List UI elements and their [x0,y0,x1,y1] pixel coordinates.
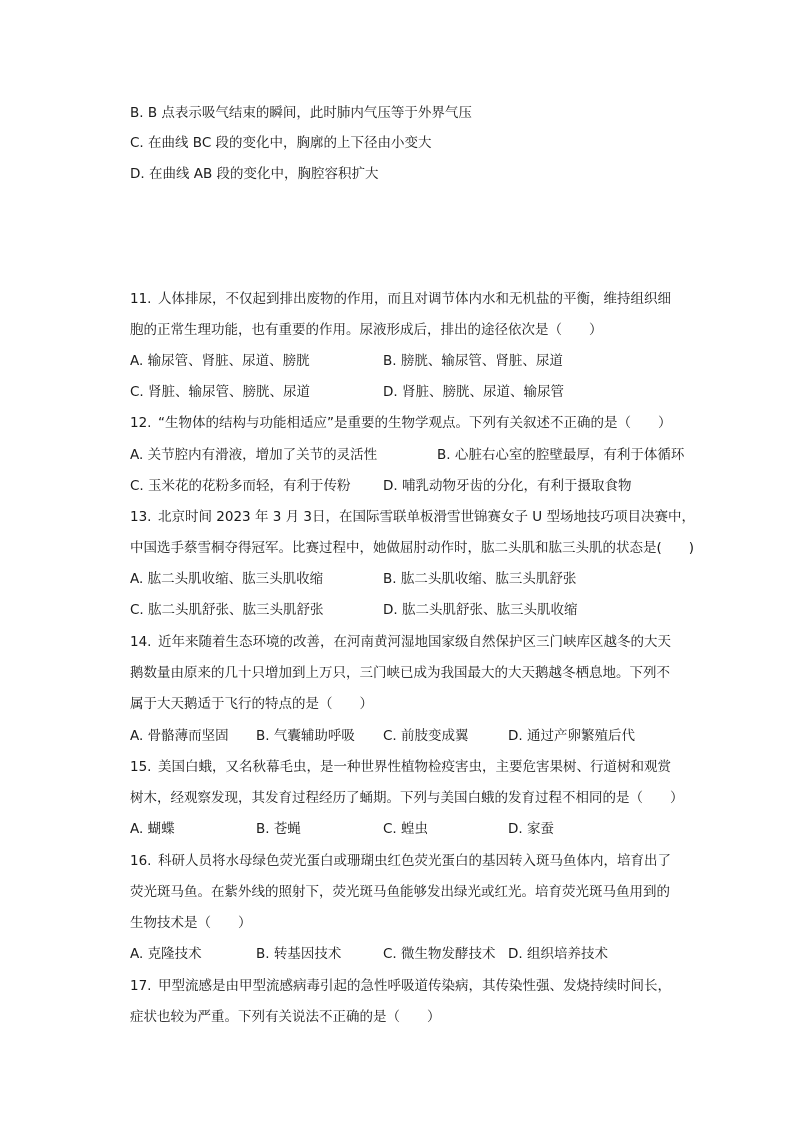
question-16-line2: 荧光斑马鱼。在紫外线的照射下，荧光斑马鱼能够发出绿光或红光。培育荧光斑马鱼用到的 [130,884,670,900]
q15-option-d: D. 家蚕 [508,821,554,837]
question-12-line1: 12. “生物体的结构与功能相适应”是重要的生物学观点。下列有关叙述不正确的是（ ） [130,415,672,431]
question-15-line2: 树木，经观察发现，其发育过程经历了蛹期。下列与美国白蛾的发育过程不相同的是（ ） [130,790,684,806]
q11-option-c: C. 肾脏、输尿管、膀胱、尿道 [130,384,311,400]
question-14-line2: 鹅数量由原来的几十只增加到上万只，三门峡已成为我国最大的大天鹅越冬栖息地。下列不 [130,665,670,681]
q14-option-d: D. 通过产卵繁殖后代 [508,728,635,744]
question-number: 11. [130,291,152,307]
q16-option-a: A. 克隆技术 [130,946,202,962]
q13-option-d: D. 肱二头肌舒张、肱三头肌收缩 [383,602,578,618]
question-number: 12. [130,415,152,431]
option-b-prev: B. B 点表示吸气结束的瞬间，此时肺内气压等于外界气压 [130,105,472,121]
question-number: 17. [130,978,152,994]
question-15-line1: 15. 美国白蛾，又名秋幕毛虫，是一种世界性植物检疫害虫，主要危害果树、行道树和观赏 [130,759,671,775]
option-d-prev: D. 在曲线 AB 段的变化中，胸腔容积扩大 [130,166,379,182]
question-17-line1: 17. 甲型流感是由甲型流感病毒引起的急性呼吸道传染病，其传染性强、发烧持续时间长， [130,978,671,994]
q12-option-a: A. 关节腔内有滑液，增加了关节的灵活性 [130,447,378,463]
question-16-line1: 16. 科研人员将水母绿色荧光蛋白或珊瑚虫红色荧光蛋白的基因转入斑马鱼体内，培育出了 [130,853,671,869]
q13-option-a: A. 肱二头肌收缩、肱三头肌收缩 [130,571,324,587]
q12-option-d: D. 哺乳动物牙齿的分化，有利于摄取食物 [383,478,632,494]
question-number: 15. [130,759,152,775]
question-17-line2: 症状也较为严重。下列有关说法不正确的是（ ） [130,1009,441,1025]
q14-option-a: A. 骨骼薄而坚固 [130,728,229,744]
question-13-line2: 中国选手蔡雪桐夺得冠军。比赛过程中，她做屈肘动作时，肱二头肌和肱三头肌的状态是( ) [130,540,695,556]
question-number: 13. [130,509,152,525]
option-c-prev: C. 在曲线 BC 段的变化中，胸廓的上下径由小变大 [130,135,432,151]
q11-option-d: D. 肾脏、膀胱、尿道、输尿管 [383,384,564,400]
q11-option-b: B. 膀胱、输尿管、肾脏、尿道 [383,353,563,369]
q12-option-b: B. 心脏右心室的腔壁最厚，有利于体循环 [437,447,685,463]
q14-option-b: B. 气囊辅助呼吸 [256,728,355,744]
question-11-line1: 11. 人体排尿，不仅起到排出废物的作用，而且对调节体内水和无机盐的平衡，维持组织细 [130,291,671,307]
q14-option-c: C. 前肢变成翼 [383,728,469,744]
q16-option-c: C. 微生物发酵技术 [383,946,496,962]
q16-option-b: B. 转基因技术 [256,946,342,962]
q15-option-c: C. 蝗虫 [383,821,429,837]
question-number: 16. [130,853,152,869]
question-14-line3: 属于大天鹅适于飞行的特点的是（ ） [130,696,373,712]
q12-option-c: C. 玉米花的花粉多而轻，有利于传粉 [130,478,351,494]
question-13-line1: 13. 北京时间 2023 年 3 月 3日，在国际雪联单板滑雪世锦赛女子 U 型场地技巧项目决赛中， [130,509,695,525]
q11-option-a: A. 输尿管、肾脏、尿道、膀胱 [130,353,310,369]
question-number: 14. [130,634,152,650]
question-16-line3: 生物技术是（ ） [130,915,252,931]
q15-option-b: B. 苍蝇 [256,821,301,837]
q16-option-d: D. 组织培养技术 [508,946,608,962]
q13-option-c: C. 肱二头肌舒张、肱三头肌舒张 [130,602,324,618]
question-14-line1: 14. 近年来随着生态环境的改善，在河南黄河湿地国家级自然保护区三门峡库区越冬的大天 [130,634,671,650]
q13-option-b: B. 肱二头肌收缩、肱三头肌舒张 [383,571,577,587]
q15-option-a: A. 蝴蝶 [130,821,175,837]
question-11-line2: 胞的正常生理功能，也有重要的作用。尿液形成后，排出的途径依次是（ ） [130,322,603,338]
